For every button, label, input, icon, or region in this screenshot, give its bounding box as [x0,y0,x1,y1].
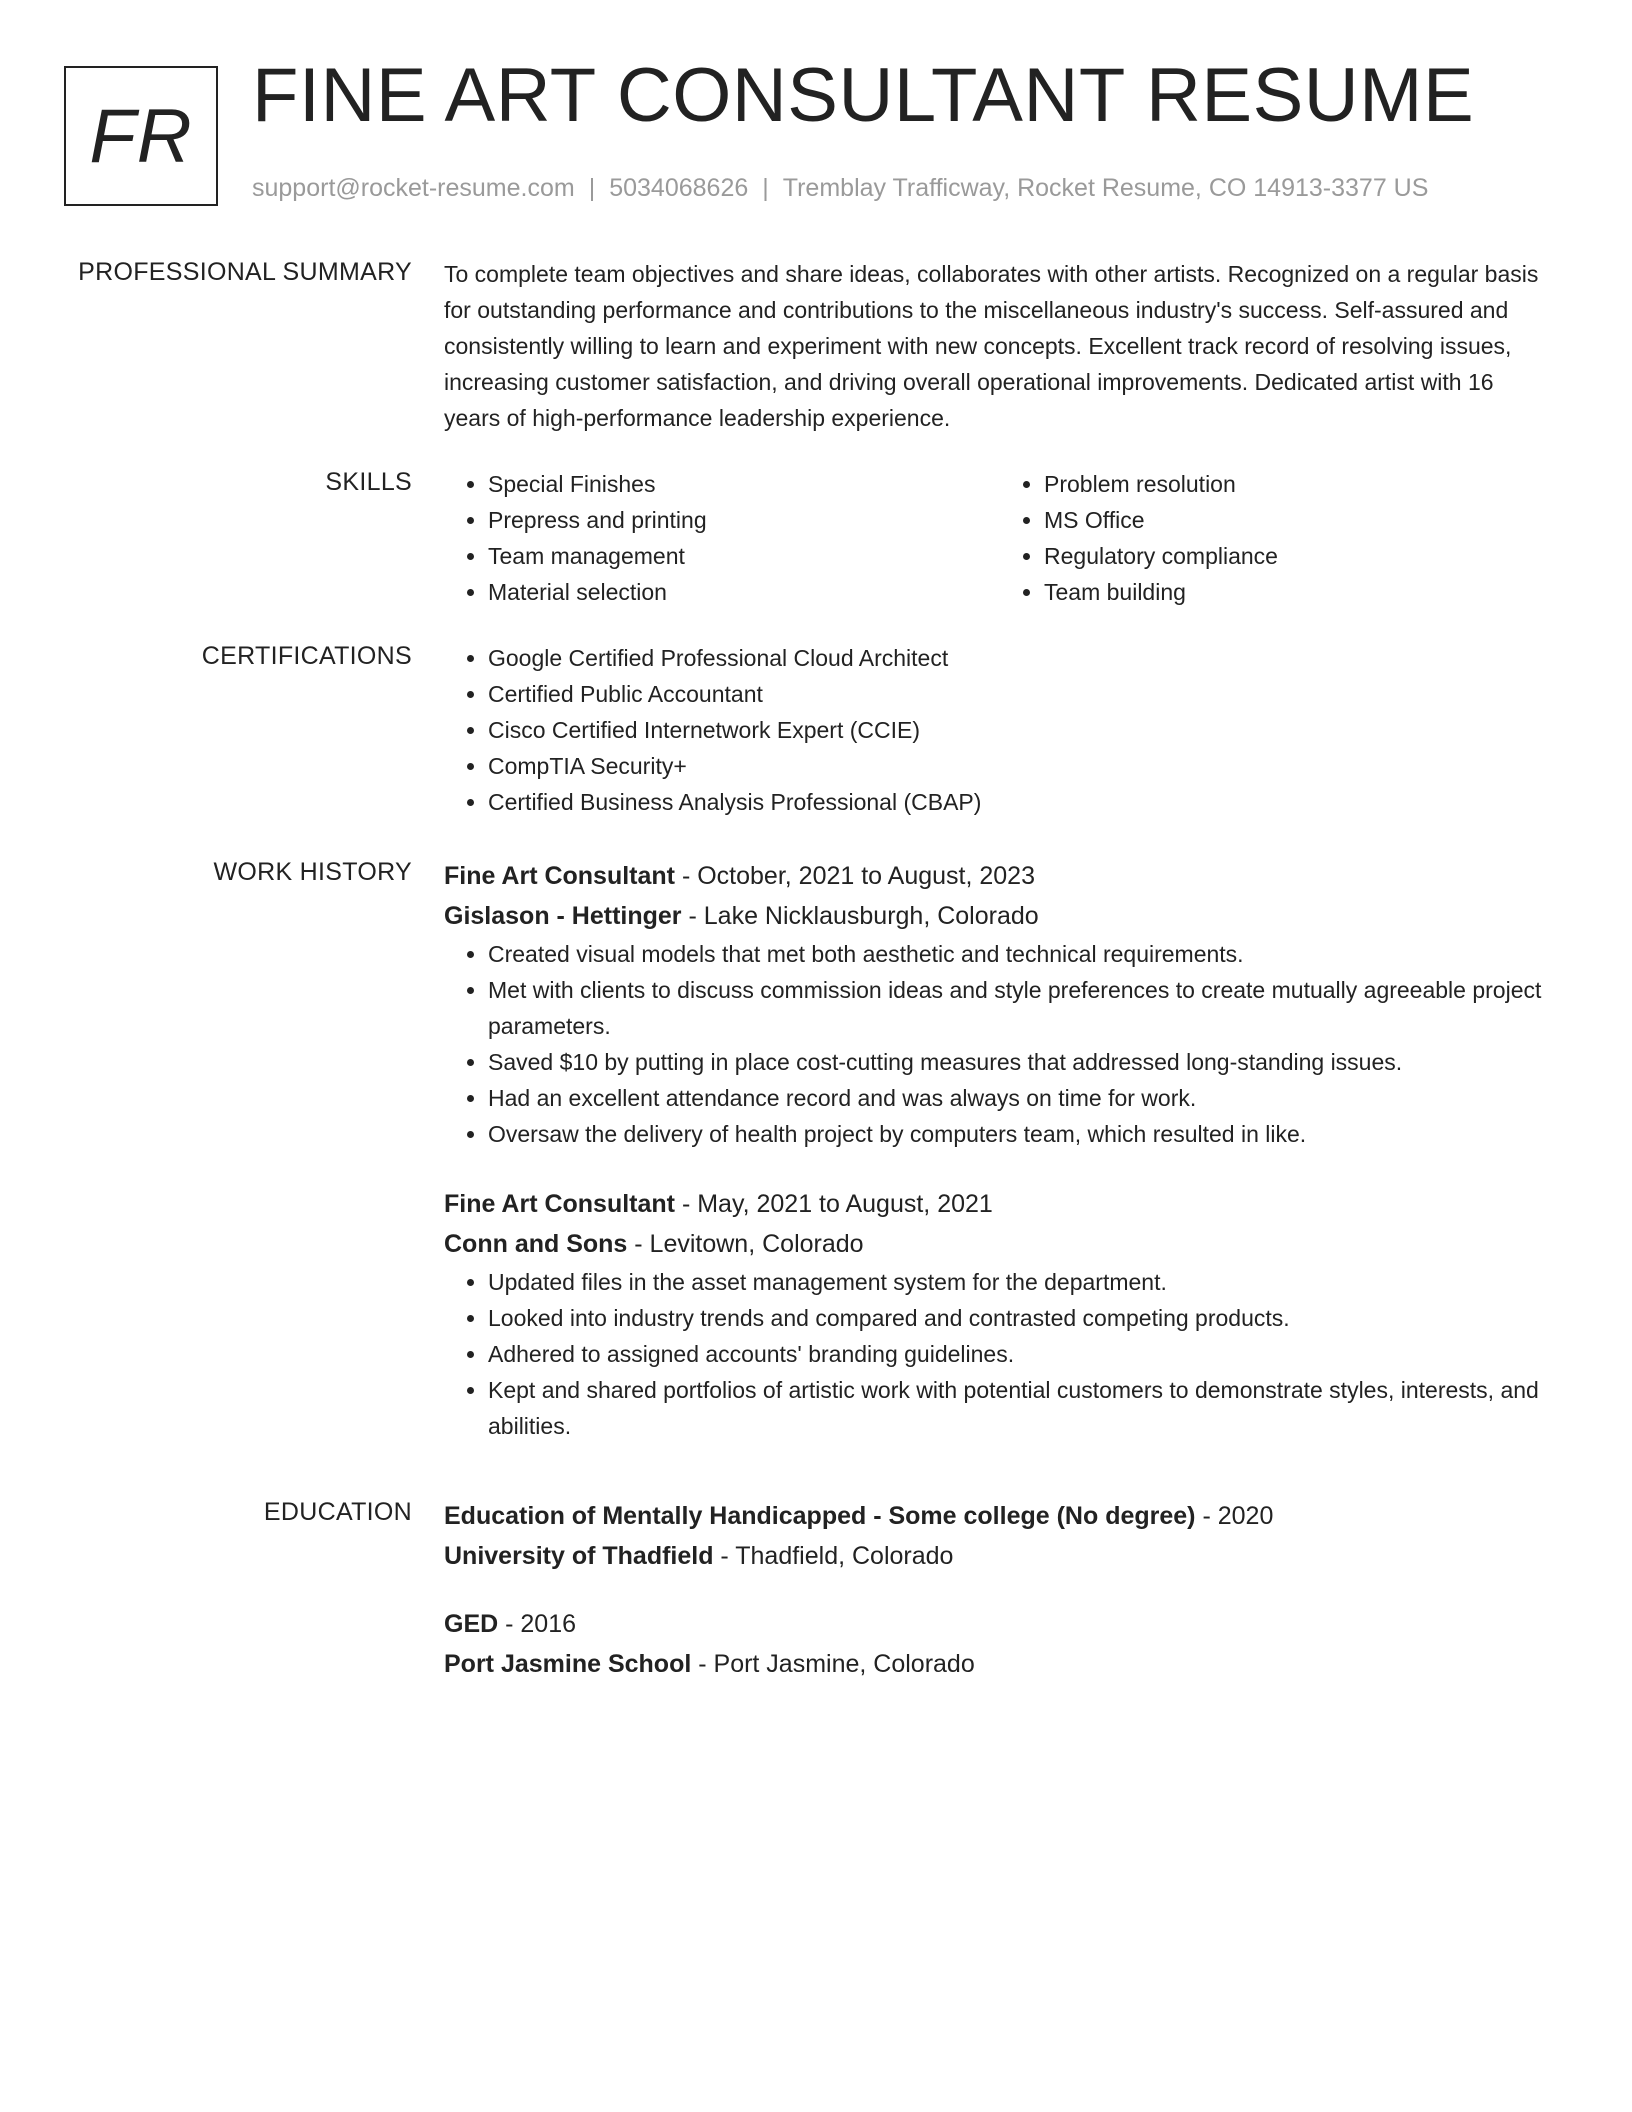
education-degree-line [444,1496,1556,1536]
job-location: - Levitown, Colorado [627,1230,864,1258]
skill-item: • Team building [1044,574,1556,610]
job-title: Fine Art Consultant [444,1190,676,1218]
job-duty: • Updated files in the asset management system for the department. [488,1264,1556,1300]
contact-address: Tremblay Trafficway, Rocket Resume, CO 14913-3377 US [782,174,1429,202]
education-school-line [444,1536,1556,1576]
job-title-line [444,1184,1556,1224]
job-company: Gislason - Hettinger [444,902,682,930]
education-location: - Port Jasmine, Colorado [691,1650,975,1678]
education-school-line [444,1644,1556,1684]
monogram-badge [64,66,218,206]
job-dates: - October, 2021 to August, 2023 [675,862,1035,890]
contact-separator: | [588,174,596,202]
certification-item: • Google Certified Professional Cloud Architect [488,640,1556,676]
certification-item: • Cisco Certified Internetwork Expert (CCIE) [488,712,1556,748]
job-company: Conn and Sons [444,1230,628,1258]
skills-list-right [1000,466,1556,610]
certification-item: • Certified Business Analysis Professional (CBAP) [488,784,1556,820]
certifications-body [444,640,1556,820]
job-duty: • Met with clients to discuss commission ideas and style preferences to create mutually agreeable project parameters. [488,972,1556,1044]
job-duty: • Kept and shared portfolios of artistic work with potential customers to demonstrate styles, interests, and abilities. [488,1372,1556,1444]
skills-list-left [444,466,1000,610]
work-history-heading: WORK HISTORY [213,858,412,886]
skill-item: • Problem resolution [1044,466,1556,502]
skill-item: • Prepress and printing [488,502,1000,538]
job-company-line [444,896,1556,936]
job-entry [444,856,1556,1152]
skills-heading: SKILLS [325,468,412,496]
contact-phone: 5034068626 [609,174,749,202]
skills-body [444,466,1556,610]
resume-title: FINE ART CONSULTANT RESUME [252,53,1475,138]
certification-item: • CompTIA Security+ [488,748,1556,784]
job-duties-list [444,936,1556,1152]
contact-email: support@rocket-resume.com [252,174,575,202]
job-duties-list [444,1264,1556,1444]
job-location: - Lake Nicklausburgh, Colorado [681,902,1039,930]
job-company-line [444,1224,1556,1264]
monogram-initials: FR [89,93,193,179]
job-entry [444,1184,1556,1444]
education-year: - 2020 [1195,1502,1274,1530]
education-entry [444,1604,1556,1684]
education-heading: EDUCATION [263,1498,412,1526]
skill-item: • Material selection [488,574,1000,610]
education-degree: Education of Mentally Handicapped - Some college (No degree) [444,1502,1196,1530]
contact-line [252,174,1428,203]
certification-item: • Certified Public Accountant [488,676,1556,712]
job-dates: - May, 2021 to August, 2021 [675,1190,993,1218]
work-history-body [444,856,1556,1444]
education-school: University of Thadfield [444,1542,714,1570]
education-degree: GED [444,1610,499,1638]
contact-separator: | [762,174,769,202]
job-duty: • Created visual models that met both aesthetic and technical requirements. [488,936,1556,972]
education-year: - 2016 [498,1610,577,1638]
certifications-heading: CERTIFICATIONS [201,642,412,670]
certifications-list [444,640,1556,820]
education-body [444,1496,1556,1684]
education-location: - Thadfield, Colorado [713,1542,954,1570]
education-degree-line [444,1604,1556,1644]
job-title-line [444,856,1556,896]
education-entry [444,1496,1556,1576]
summary-text: To complete team objectives and share ideas, collaborates with other artists. Recognized on a regular basis for outstanding performance and contributions to the miscellaneous industry's success. Self-assured and consistently willing to learn and experiment with new concepts. Excellent track record of resolving issues, increasing customer satisfaction, and driving overall operational improvements. Dedicated artist with 16 years of high-performance leadership experience. [444,261,1539,431]
job-duty: • Had an excellent attendance record and was always on time for work. [488,1080,1556,1116]
job-duty: • Adhered to assigned accounts' branding guidelines. [488,1336,1556,1372]
skill-item: • Team management [488,538,1000,574]
skill-item: • Regulatory compliance [1044,538,1556,574]
summary-body [444,256,1556,436]
job-duty: • Oversaw the delivery of health project by computers team, which resulted in like. [488,1116,1556,1152]
job-duty: • Looked into industry trends and compared and contrasted competing products. [488,1300,1556,1336]
job-title: Fine Art Consultant [444,862,676,890]
summary-heading: PROFESSIONAL SUMMARY [78,258,412,286]
skill-item: • Special Finishes [488,466,1000,502]
education-school: Port Jasmine School [444,1650,692,1678]
job-duty: • Saved $10 by putting in place cost-cutting measures that addressed long-standing issues. [488,1044,1556,1080]
skills-columns [444,466,1556,610]
skill-item: • MS Office [1044,502,1556,538]
